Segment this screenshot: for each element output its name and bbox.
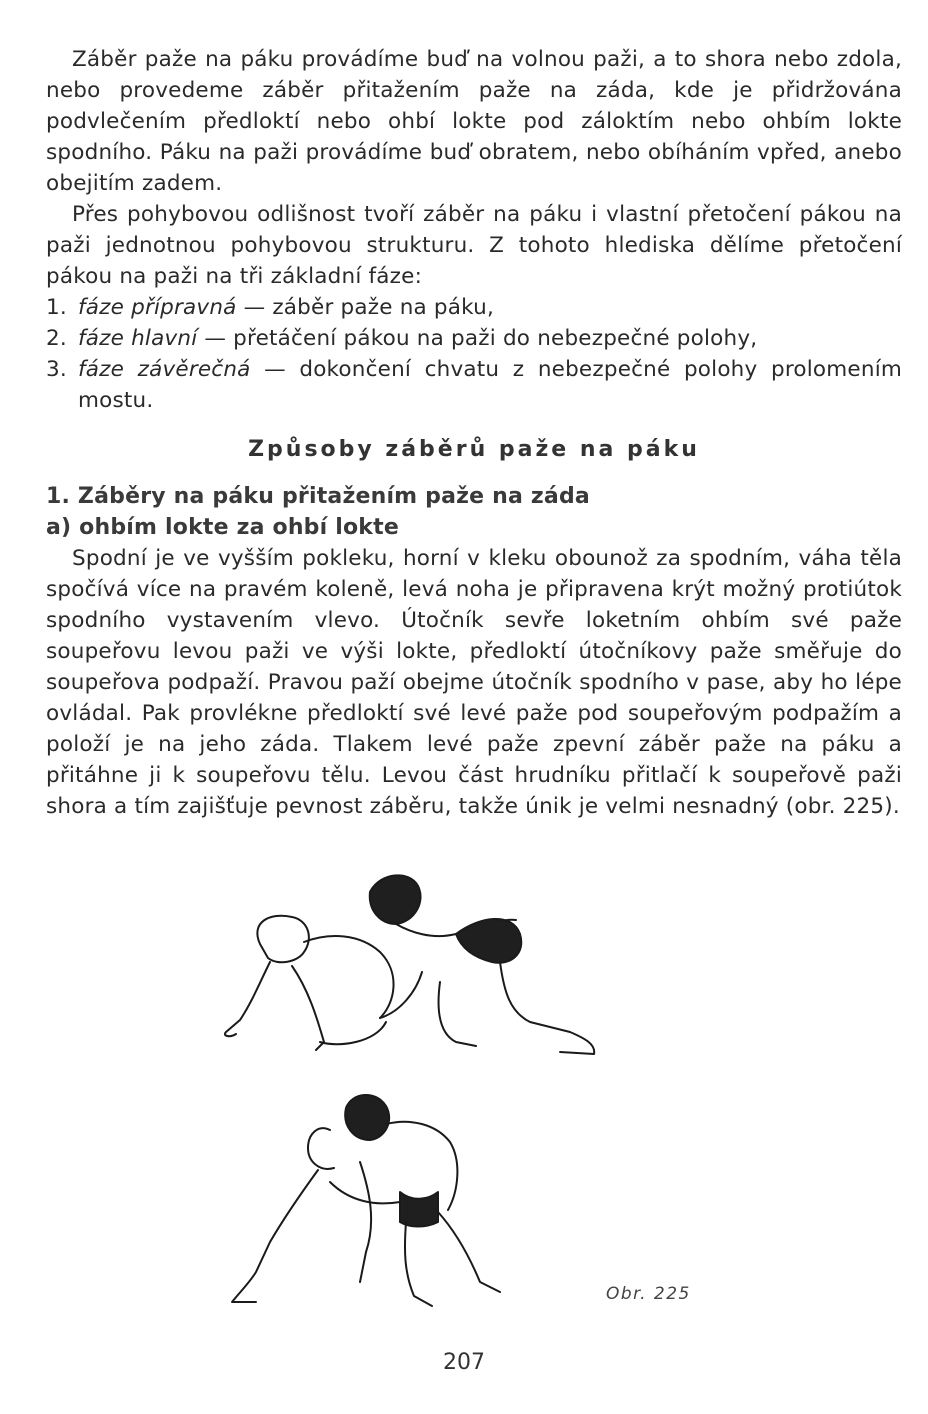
subheading-minor: a) ohbím lokte za ohbí lokte	[46, 515, 399, 540]
subheading: 1. Záběry na páku přitažením paže na záda	[46, 484, 590, 509]
page-number: 207	[443, 1350, 485, 1375]
phase-name: fáze hlavní	[78, 326, 198, 351]
list-item	[46, 323, 902, 354]
list-item	[46, 354, 902, 416]
top-wrestlers-sketch	[225, 875, 594, 1054]
body-paragraph: Spodní je ve vyšším pokleku, horní v kleku obounož za spodním, váha těla spočívá více na pravém koleně, levá noha je připravena krýt možný protiútok spodního vystavením vlevo. Útočník sevře loketním ohbím své paže soupeřovu levou paži ve výši lokte, předloktí útočníkovy paže směřuje do soupeřova podpaží. Pravou paží obejme útočník spodního v pase, aby ho lépe ovládal. Pak provlékne předloktí své levé paže pod soupeřovým podpažím a položí je na jeho záda. Tlakem levé paže zpevní záběr paže na páku a přitáhne ji k soupeřovu tělu. Levou část hrudníku přitlačí k soupeřově paži shora a tím zajišťuje pevnost záběru, takže únik je velmi nesnadný (obr. 225).	[46, 546, 902, 819]
figure-caption: Obr. 225	[606, 1284, 691, 1304]
phase-name: fáze závěrečná	[78, 357, 251, 382]
wrestling-illustration	[200, 862, 620, 1326]
phase-description: — dokončení chvatu z nebezpečné polohy prolomením mostu.	[78, 357, 903, 413]
list-number: 3.	[46, 357, 67, 382]
phase-description: — přetáčení pákou na paži do nebezpečné polohy,	[197, 326, 758, 351]
list-item	[46, 292, 902, 323]
list-number: 1.	[46, 295, 67, 320]
phase-list	[46, 292, 902, 416]
paragraph-2: Přes pohybovou odlišnost tvoří záběr na páku i vlastní přetočení pákou na paži jednotnou pohybovou strukturu. Z tohoto hlediska dělíme přetočení pákou na paži na tři základní fáze:	[46, 202, 902, 289]
phase-name: fáze přípravná	[78, 295, 237, 320]
bottom-wrestlers-sketch	[232, 1095, 500, 1306]
list-number: 2.	[46, 326, 67, 351]
phase-description: — záběr paže na páku,	[236, 295, 495, 320]
text-column	[46, 44, 902, 822]
section-heading: Způsoby záběrů paže na páku	[248, 437, 700, 462]
wrestlers-drawing	[200, 862, 620, 1322]
paragraph-1: Záběr paže na páku provádíme buď na volnou paži, a to shora nebo zdola, nebo provedeme záběr přitažením paže na záda, kde je přidržována podvlečením předloktí nebo ohbí lokte pod záloktím nebo ohbím lokte spodního. Páku na paži provádíme buď obratem, nebo obíháním vpřed, anebo obejitím zadem.	[46, 47, 902, 196]
